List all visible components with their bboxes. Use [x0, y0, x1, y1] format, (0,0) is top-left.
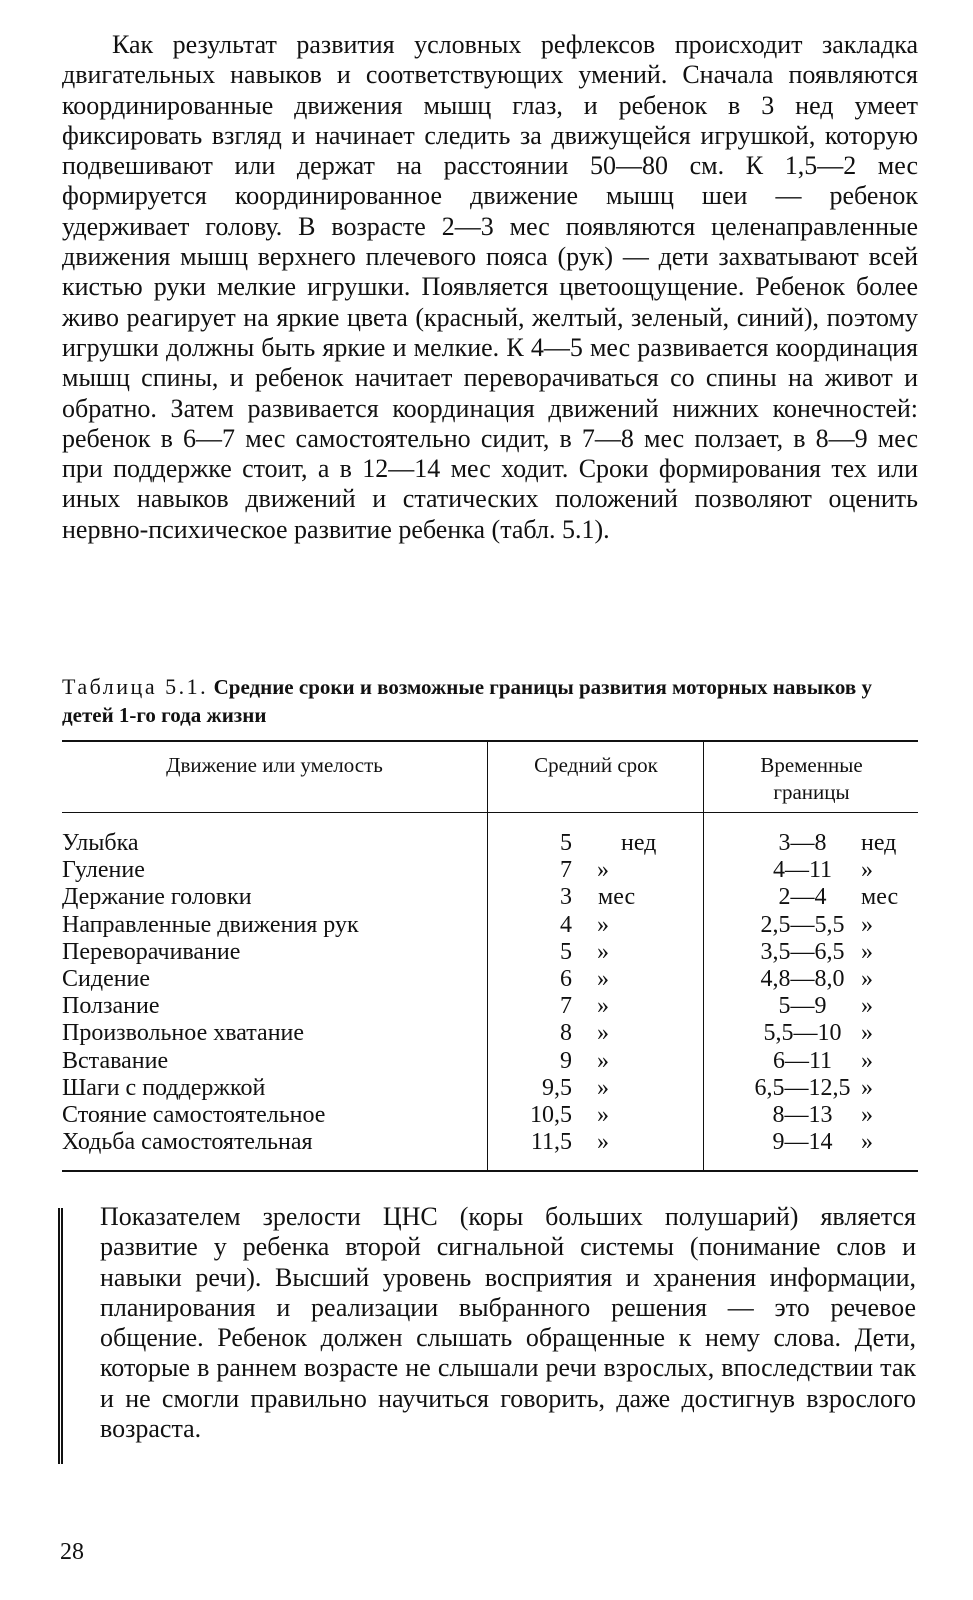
table-row: [62, 912, 918, 939]
movement-name: Направленные движения рук: [62, 911, 359, 938]
range-unit: »: [861, 965, 873, 992]
motor-skills-table: [62, 740, 918, 1172]
movement-name: Ходьба самостоятельная: [62, 1129, 313, 1156]
average-unit: »: [597, 1020, 609, 1047]
table-row: [62, 1102, 918, 1129]
average-unit: »: [597, 938, 609, 965]
range-unit: »: [861, 1129, 873, 1156]
average-unit: »: [597, 1101, 609, 1128]
average-unit: »: [597, 1047, 609, 1074]
margin-highlight-bar: [58, 1208, 63, 1464]
movement-name: Гуление: [62, 857, 145, 884]
table-row: [62, 830, 918, 857]
range-value: 5,5—10: [763, 1020, 842, 1047]
table-row: [62, 1129, 918, 1156]
average-value: 10,5: [530, 1101, 572, 1128]
average-unit: »: [597, 911, 609, 938]
header-movement: Движение или умелость: [166, 753, 383, 777]
average-unit: нед: [621, 830, 657, 856]
range-value: 9—14: [772, 1129, 833, 1156]
average-value: 9: [560, 1047, 572, 1074]
movement-name: Шаги с поддержкой: [62, 1074, 266, 1101]
header-divider: [62, 812, 918, 813]
page-number: 28: [60, 1539, 84, 1565]
average-value: 5: [560, 938, 572, 965]
table-title: Средние сроки и возможные границы развития моторных навыков у детей 1-го года жизни: [62, 675, 872, 727]
table-row: [62, 884, 918, 911]
average-unit: »: [597, 965, 609, 992]
range-value: 3—8: [778, 830, 827, 856]
range-unit: »: [861, 1047, 873, 1074]
table-row: [62, 966, 918, 993]
movement-name: Ползание: [62, 993, 160, 1020]
range-unit: »: [861, 1020, 873, 1047]
average-value: 8: [560, 1020, 572, 1047]
range-value: 3,5—6,5: [760, 938, 845, 965]
average-value: 6: [560, 965, 572, 992]
average-unit: мес: [598, 884, 636, 911]
movement-name: Переворачивание: [62, 938, 241, 965]
range-value: 4,8—8,0: [760, 965, 845, 992]
movement-name: Сидение: [62, 965, 151, 992]
header-average: Средний срок: [534, 753, 658, 777]
average-value: 11,5: [530, 1129, 572, 1156]
average-value: 7: [560, 993, 572, 1020]
movement-name: Улыбка: [62, 830, 139, 856]
table-row: [62, 939, 918, 966]
movement-name: Стояние самостоятельное: [62, 1101, 326, 1128]
average-value: 4: [560, 911, 572, 938]
movement-name: Вставание: [62, 1047, 169, 1074]
header-range: [705, 752, 918, 806]
range-unit: нед: [861, 830, 897, 856]
header-range-line1: Временные: [760, 753, 863, 777]
average-value: 3: [560, 884, 572, 911]
range-unit: мес: [861, 884, 899, 911]
average-unit: »: [597, 1074, 609, 1101]
table-caption: [62, 673, 918, 729]
movement-name: Произвольное хватание: [62, 1020, 305, 1047]
table-row: [62, 857, 918, 884]
range-value: 2,5—5,5: [760, 911, 845, 938]
range-value: 8—13: [772, 1101, 833, 1128]
average-unit: »: [597, 1129, 609, 1156]
range-unit: »: [861, 938, 873, 965]
table-row: [62, 1048, 918, 1075]
range-unit: »: [861, 911, 873, 938]
average-unit: »: [597, 857, 609, 884]
range-value: 5—9: [778, 993, 827, 1020]
table-row: [62, 1075, 918, 1102]
movement-name: Держание головки: [62, 884, 252, 911]
range-unit: »: [861, 857, 873, 884]
average-value: 5: [560, 830, 572, 856]
range-unit: »: [861, 1101, 873, 1128]
average-value: 7: [560, 857, 572, 884]
range-unit: »: [861, 993, 873, 1020]
range-value: 6—11: [772, 1047, 833, 1074]
average-value: 9,5: [542, 1074, 572, 1101]
range-value: 2—4: [778, 884, 827, 911]
body-paragraph-2: Показателем зрелости ЦНС (коры больших полушарий) является развитие у ребенка второй сигнальной системы (понимание слов и навыки речи). Высший уровень восприятия и хранения информации, планирования и реализации выбранного решения — это речевое общение. Ребенок должен слышать обращенные к нему слова. Дети, которые в раннем возрасте не слышали речи взрослых, впоследствии так и не смогли правильно научиться говорить, даже достигнув взрослого возраста.: [100, 1202, 916, 1444]
table-row: [62, 993, 918, 1020]
header-range-line2: границы: [773, 780, 850, 804]
average-unit: »: [597, 993, 609, 1020]
table-body: [62, 830, 918, 1156]
range-unit: »: [861, 1074, 873, 1101]
table-label: Таблица 5.1.: [62, 674, 209, 699]
body-paragraph-1: Как результат развития условных рефлексов происходит закладка двигательных навыков и соответствующих умений. Сначала появляются координированные движения мышц глаз, и ребенок в 3 нед умеет фиксировать взгляд и начинает следить за движущейся игрушкой, которую подвешивают или держат на расстоянии 50—80 см. К 1,5—2 мес формируется координированное движение мышц шеи — ребенок удерживает голову. В возрасте 2—3 мес появляются целенаправленные движения мышц верхнего плечевого пояса (рук) — дети захватывают всей кистью руки мелкие игрушки. Появляется цветоощущение. Ребенок более живо реагирует на яркие цвета (красный, желтый, зеленый, синий), поэтому игрушки должны быть яркие и мелкие. К 4—5 мес развивается координация мышц спины, и ребенок начитает переворачиваться со спины на живот и обратно. Затем развивается координация движений нижних конечностей: ребенок в 6—7 мес самостоятельно сидит, в 7—8 мес ползает, в 8—9 мес при поддержке стоит, а в 12—14 мес ходит. Сроки формирования тех или иных навыков движений и статических положений позволяют оценить нервно-психическое развитие ребенка (табл. 5.1).: [62, 30, 918, 544]
range-value: 6,5—12,5: [754, 1074, 851, 1101]
range-value: 4—11: [772, 857, 833, 884]
table-row: [62, 1020, 918, 1047]
